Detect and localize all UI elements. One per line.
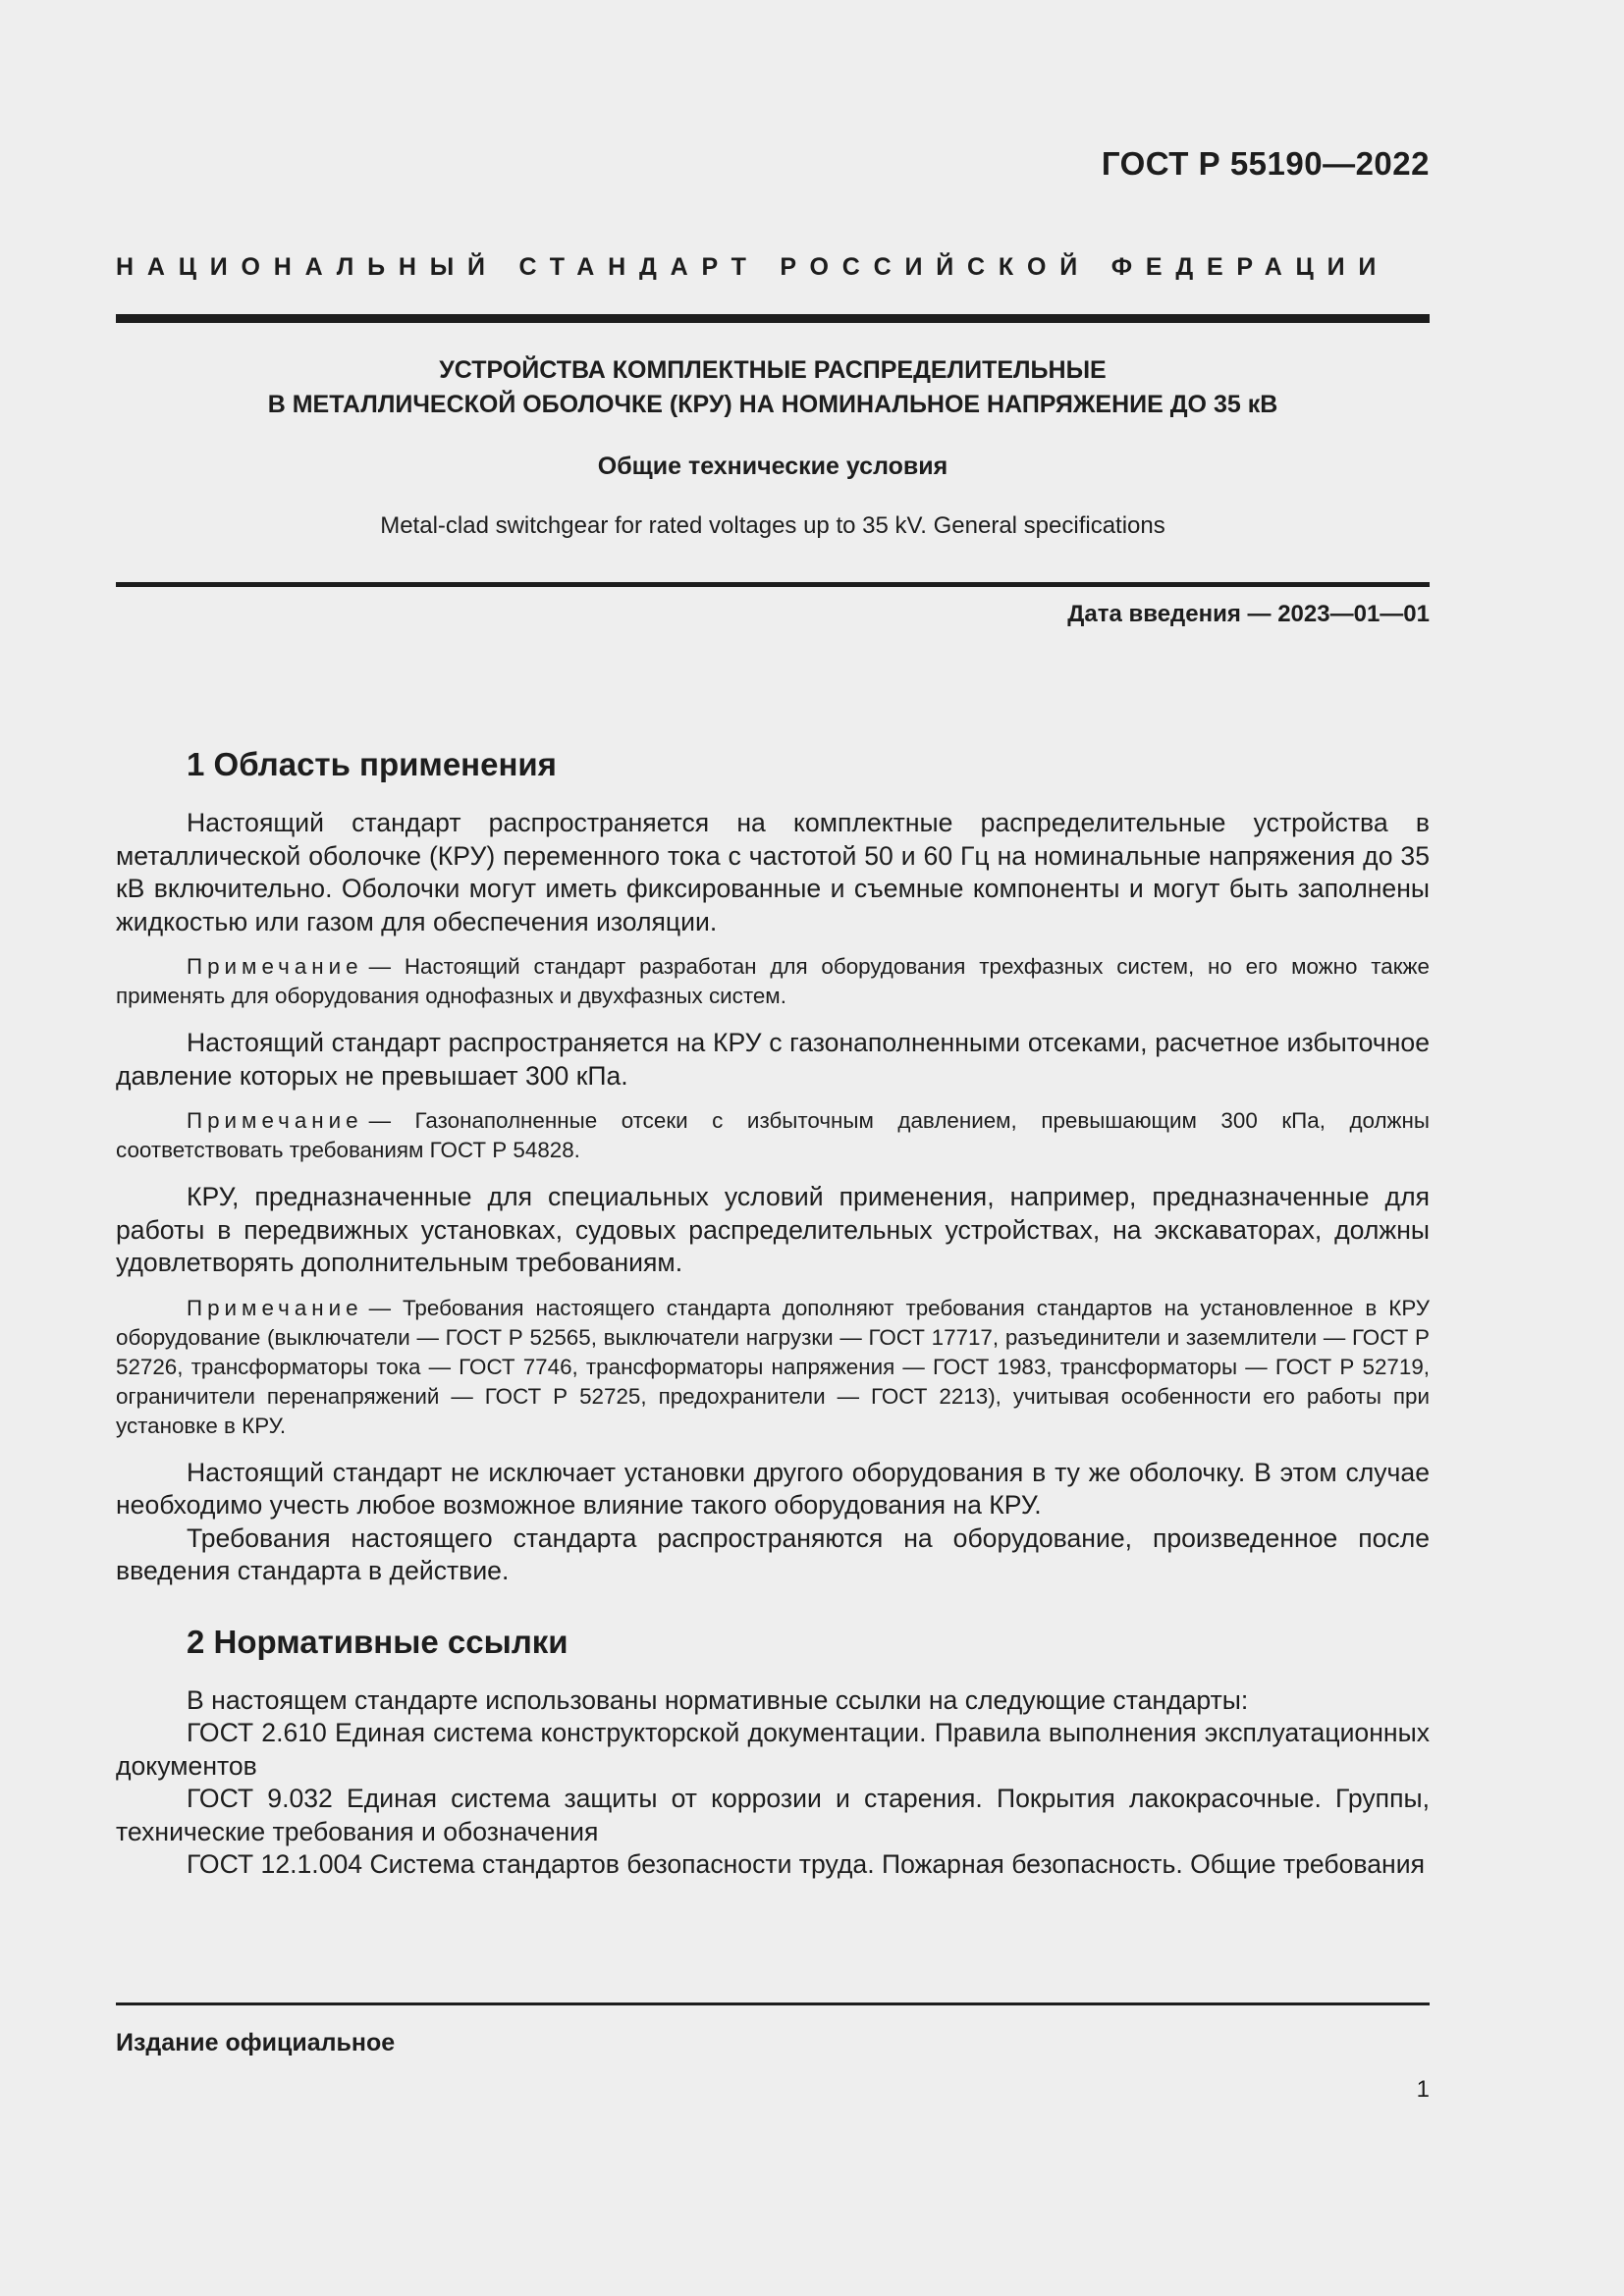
- note: [116, 952, 1430, 1011]
- note: [116, 1294, 1430, 1441]
- title-line-1: УСТРОЙСТВА КОМПЛЕКТНЫЕ РАСПРЕДЕЛИТЕЛЬНЫЕ: [439, 356, 1107, 384]
- top-divider: [116, 314, 1430, 323]
- national-standard-banner: НАЦИОНАЛЬНЫЙ СТАНДАРТ РОССИЙСКОЙ ФЕДЕРАЦИИ: [116, 253, 1390, 281]
- note-label: Примечание: [187, 954, 363, 979]
- standard-number: ГОСТ Р 55190—2022: [1101, 145, 1430, 182]
- note-text: — Требования настоящего стандарта дополняют требования стандартов на установленное в КРУ оборудование (выключатели — ГОСТ Р 52565, выключатели нагрузки — ГОСТ 17717, разъединители и заземлители — ГОСТ Р 52726, трансформаторы тока — ГОСТ 7746, трансформаторы напряжения — ГОСТ 1983, трансформаторы — ГОСТ Р 52719, ограничители перенапряжений — ГОСТ Р 52725, предохранители — ГОСТ 2213), учитывая особенности его работы при установке в КРУ.: [116, 1295, 1430, 1438]
- reference-item: ГОСТ 12.1.004 Система стандартов безопасности труда. Пожарная безопасность. Общие требования: [187, 1849, 1425, 1879]
- reference-item: ГОСТ 9.032 Единая система защиты от коррозии и старения. Покрытия лакокрасочные. Группы, технические требования и обозначения: [116, 1784, 1430, 1846]
- section-2-heading: 2 Нормативные ссылки: [187, 1623, 568, 1660]
- paragraph: В настоящем стандарте использованы нормативные ссылки на следующие стандарты:: [187, 1684, 1249, 1715]
- document-title: [116, 353, 1430, 422]
- note-label: Примечание: [187, 1295, 363, 1320]
- paragraph: Требования настоящего стандарта распространяются на оборудование, произведенное после введения стандарта в действие.: [116, 1522, 1430, 1585]
- document-body: [116, 746, 1430, 1882]
- note-text: — Газонаполненные отсеки с избыточным давлением, превышающим 300 кПа, должны соответствовать требованиям ГОСТ Р 54828.: [116, 1108, 1430, 1162]
- english-title: Metal-clad switchgear for rated voltages up to 35 kV. General specifications: [380, 512, 1165, 539]
- paragraph: Настоящий стандарт распространяется на КРУ с газонаполненными отсеками, расчетное избыточное давление которых не превышает 300 кПа.: [116, 1028, 1430, 1091]
- document-page: [116, 0, 1430, 2296]
- paragraph: КРУ, предназначенные для специальных условий применения, например, предназначенные для работы в передвижных установках, судовых распределительных устройствах, на экскаваторах, должны удовлетворять дополнительным требованиям.: [116, 1182, 1430, 1277]
- document-subtitle: Общие технические условия: [597, 453, 948, 480]
- paragraph: Настоящий стандарт распространяется на комплектные распределительные устройства в металлической оболочке (КРУ) переменного тока с частотой 50 и 60 Гц на номинальные напряжения до 35 кВ включительно. Оболочки могут иметь фиксированные и съемные компоненты и могут быть заполнены жидкостью или газом для обеспечения изоляции.: [116, 808, 1430, 936]
- official-edition-label: Издание официальное: [116, 2029, 396, 2056]
- note-text: — Настоящий стандарт разработан для оборудования трехфазных систем, но его можно также применять для оборудования однофазных и двухфазных систем.: [116, 954, 1430, 1008]
- paragraph: Настоящий стандарт не исключает установки другого оборудования в ту же оболочку. В этом случае необходимо учесть любое возможное влияние такого оборудования на КРУ.: [116, 1457, 1430, 1520]
- title-line-2: В МЕТАЛЛИЧЕСКОЙ ОБОЛОЧКЕ (КРУ) НА НОМИНАЛЬНОЕ НАПРЯЖЕНИЕ ДО 35 кВ: [267, 391, 1278, 418]
- note-label: Примечание: [187, 1108, 363, 1133]
- reference-item: ГОСТ 2.610 Единая система конструкторской документации. Правила выполнения эксплуатационных документов: [116, 1718, 1430, 1781]
- footer-divider: [116, 2002, 1430, 2005]
- page-number: 1: [1416, 2076, 1430, 2103]
- note: [116, 1106, 1430, 1165]
- introduction-date: Дата введения — 2023—01—01: [1067, 601, 1430, 627]
- title-divider: [116, 582, 1430, 587]
- section-1-heading: 1 Область применения: [187, 746, 557, 782]
